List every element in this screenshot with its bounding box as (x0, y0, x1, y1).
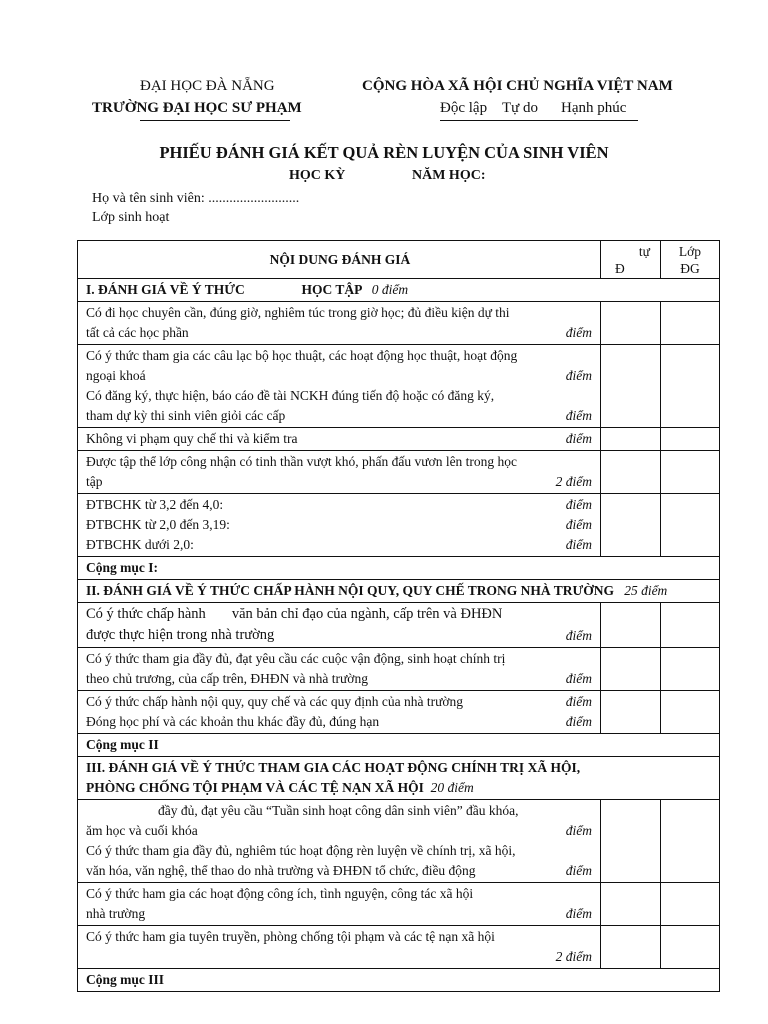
table-row (78, 302, 720, 345)
year-label: NĂM HỌC: (412, 168, 486, 183)
motto-1: Độc lập (440, 100, 488, 116)
class-score-cell[interactable] (661, 926, 720, 969)
motto-underline (440, 120, 638, 121)
class-score-cell[interactable] (661, 883, 720, 926)
class-score-cell[interactable] (661, 451, 720, 494)
item-text: tất cả các học phần (86, 325, 189, 340)
self-score-cell[interactable] (601, 428, 661, 451)
class-score-cell[interactable] (661, 345, 720, 428)
item-text: theo chủ trương, của cấp trên, ĐHĐN và nhà trường (86, 671, 368, 686)
item-points: điểm (565, 431, 592, 446)
item-points: điểm (565, 408, 592, 423)
item-points: điểm (565, 517, 592, 532)
item-text: tham dự kỳ thi sinh viên giỏi các cấp (86, 408, 286, 423)
self-score-cell[interactable] (601, 883, 661, 926)
item-text: được thực hiện trong nhà trường (86, 627, 275, 643)
item-text: ngoại khoá (86, 368, 146, 383)
table-row (78, 603, 720, 648)
class-eval-header-2: ĐG (680, 261, 700, 276)
item-text: Có ý thức chấp hành (86, 606, 206, 622)
self-eval-header-1: tự (638, 244, 650, 259)
self-score-cell[interactable] (601, 800, 661, 883)
item-points: điểm (565, 628, 592, 643)
item-text: nhà trường (86, 906, 146, 921)
item-text: ĐTBCHK từ 3,2 đến 4,0: (86, 497, 224, 512)
republic-name: CỘNG HÒA XÃ HỘI CHỦ NGHĨA VIỆT NAM (362, 78, 673, 94)
item-points: điểm (565, 906, 592, 921)
class-score-cell[interactable] (661, 691, 720, 734)
item-text: Có ý thức chấp hành nội quy, quy chế và các quy định của nhà trường (86, 694, 464, 709)
self-score-cell[interactable] (601, 451, 661, 494)
item-text: ĐTBCHK dưới 2,0: (86, 537, 194, 552)
item-text: Có đi học chuyên cần, đúng giờ, nghiêm túc trong giờ học; đủ điều kiện dự thi (86, 305, 510, 320)
table-row (78, 345, 720, 428)
table-row (78, 800, 720, 883)
item-points: điểm (565, 714, 592, 729)
university-name: ĐẠI HỌC ĐÀ NẴNG (140, 78, 275, 94)
item-text: Có ý thức tham gia các câu lạc bộ học thuật, các hoạt động học thuật, hoạt động (86, 348, 518, 363)
total-row-2 (78, 734, 720, 757)
self-score-cell[interactable] (601, 302, 661, 345)
item-text: ĐTBCHK từ 2,0 đến 3,19: (86, 517, 230, 532)
class-score-cell[interactable] (661, 302, 720, 345)
item-text: ăm học và cuối khóa (86, 823, 198, 838)
item-points: điểm (565, 671, 592, 686)
self-score-cell[interactable] (601, 494, 661, 557)
item-text: Có đăng ký, thực hiện, báo cáo đề tài NCKH đúng tiến độ hoặc có đăng ký, (86, 388, 495, 403)
table-row (78, 451, 720, 494)
section-3-row (78, 757, 720, 800)
section-1-points: 0 điểm (371, 282, 409, 297)
total-2-label: Cộng mục II (78, 734, 720, 757)
item-text: văn bản chỉ đạo của ngành, cấp trên và ĐHĐN (231, 606, 503, 622)
section-1-label-2: HỌC TẬP (301, 282, 362, 297)
table-row (78, 428, 720, 451)
item-text: Được tập thể lớp công nhận có tinh thần vượt khó, phấn đấu vươn lên trong học (86, 454, 518, 469)
item-text: Có ý thức tham gia đầy đủ, nghiêm túc hoạt động rèn luyện về chính trị, xã hội, (86, 843, 516, 858)
item-text: đầy đủ, đạt yêu cầu “Tuần sinh hoạt công dân sinh viên” đầu khóa, (158, 803, 519, 818)
item-text: văn hóa, văn nghệ, thể thao do nhà trường và ĐHĐN tổ chức, điều động (86, 863, 476, 878)
class-score-cell[interactable] (661, 428, 720, 451)
item-points: điểm (565, 497, 592, 512)
motto-3: Hạnh phúc (561, 100, 627, 116)
section-1-label: I. ĐÁNH GIÁ VỀ Ý THỨC (86, 282, 245, 297)
class-score-cell[interactable] (661, 648, 720, 691)
student-name-field: Họ và tên sinh viên: .......................... (92, 191, 300, 206)
motto-2: Tự do (502, 100, 539, 116)
table-header-row (78, 241, 720, 279)
table-row (78, 494, 720, 557)
class-score-cell[interactable] (661, 494, 720, 557)
section-3-label-1: III. ĐÁNH GIÁ VỀ Ý THỨC THAM GIA CÁC HOẠT ĐỘNG CHÍNH TRỊ XÃ HỘI, (86, 760, 581, 775)
section-2-row (78, 580, 720, 603)
item-points: 2 điểm (555, 949, 592, 964)
item-text: Không vi phạm quy chế thi và kiểm tra (86, 431, 298, 446)
item-points: điểm (565, 537, 592, 552)
table-row (78, 926, 720, 969)
section-3-label-2: PHÒNG CHỐNG TỘI PHẠM VÀ CÁC TỆ NẠN XÃ HỘI (86, 780, 424, 795)
class-score-cell[interactable] (661, 603, 720, 648)
self-eval-header (601, 241, 661, 279)
self-eval-header-2: Đ (615, 261, 625, 276)
table-row (78, 883, 720, 926)
evaluation-table (77, 240, 720, 992)
section-3-points: 20 điểm (430, 780, 474, 795)
class-field: Lớp sinh hoạt (92, 210, 170, 225)
table-row (78, 648, 720, 691)
total-1-label: Cộng mục I: (78, 557, 720, 580)
class-eval-header-1: Lớp (678, 244, 702, 259)
form-title: PHIẾU ĐÁNH GIÁ KẾT QUẢ RÈN LUYỆN CỦA SINH VIÊN (159, 143, 609, 162)
item-text: Có ý thức ham gia tuyên truyền, phòng chống tội phạm và các tệ nạn xã hội (86, 929, 495, 944)
section-1-row (78, 279, 720, 302)
section-2-label: II. ĐÁNH GIÁ VỀ Ý THỨC CHẤP HÀNH NỘI QUY, QUY CHẾ TRONG NHÀ TRƯỜNG (86, 583, 615, 598)
school-underline (140, 120, 290, 121)
item-text: tập (86, 474, 103, 489)
item-points: điểm (565, 368, 592, 383)
item-points: điểm (565, 863, 592, 878)
item-text: Có ý thức tham gia đầy đủ, đạt yêu cầu các cuộc vận động, sinh hoạt chính trị (86, 651, 506, 666)
self-score-cell[interactable] (601, 603, 661, 648)
table-row (78, 691, 720, 734)
semester-label: HỌC KỲ (289, 168, 346, 183)
total-3-label: Cộng mục III (78, 969, 720, 992)
self-score-cell[interactable] (601, 345, 661, 428)
class-score-cell[interactable] (661, 800, 720, 883)
item-text: Đóng học phí và các khoản thu khác đầy đủ, đúng hạn (86, 714, 380, 729)
item-points: điểm (565, 694, 592, 709)
item-points: điểm (565, 823, 592, 838)
self-score-cell[interactable] (601, 926, 661, 969)
total-row-3 (78, 969, 720, 992)
item-text: Có ý thức ham gia các hoạt động công ích, tình nguyện, công tác xã hội (86, 886, 474, 901)
content-header: NỘI DUNG ĐÁNH GIÁ (78, 241, 601, 279)
item-points: điểm (565, 325, 592, 340)
item-points: 2 điểm (555, 474, 592, 489)
total-row-1 (78, 557, 720, 580)
section-2-points: 25 điểm (624, 583, 668, 598)
school-name: TRƯỜNG ĐẠI HỌC SƯ PHẠM (92, 100, 302, 116)
class-eval-header (661, 241, 720, 279)
self-score-cell[interactable] (601, 691, 661, 734)
self-score-cell[interactable] (601, 648, 661, 691)
